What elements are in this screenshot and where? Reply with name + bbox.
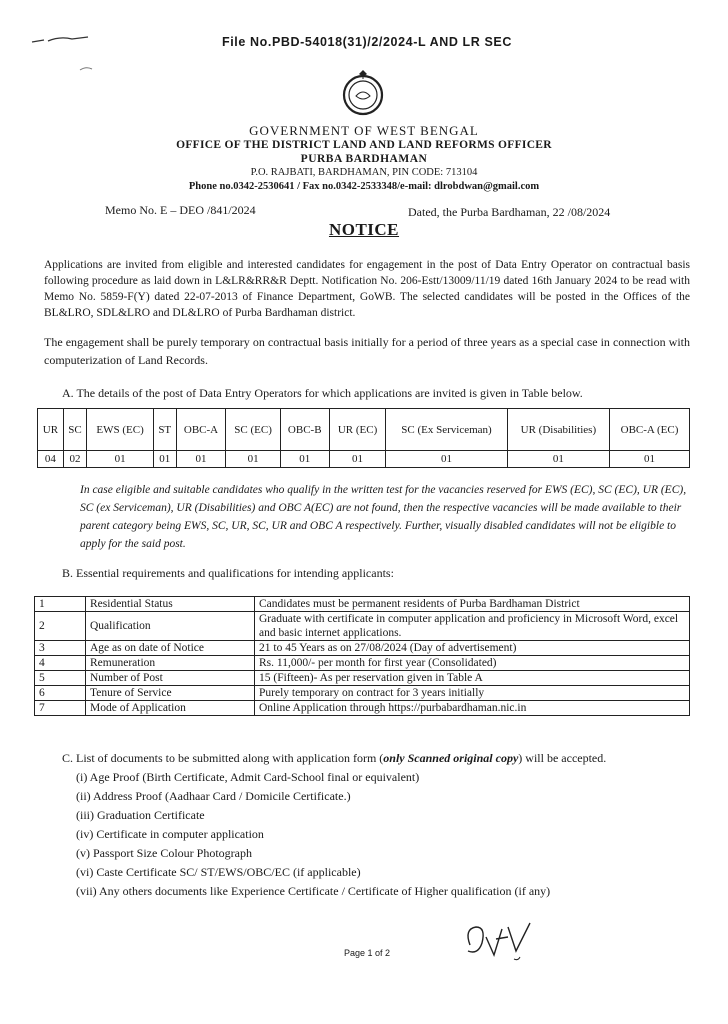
- vacancy-value-cell: 01: [87, 451, 154, 468]
- list-item: (i) Age Proof (Birth Certificate, Admit Card-School final or equivalent): [76, 770, 420, 784]
- header-address: P.O. RAJBATI, BARDHAMAN, PIN CODE: 713104: [250, 167, 478, 178]
- vacancy-header-cell: SC (EC): [226, 409, 280, 451]
- requirement-value: 21 to 45 Years as on 27/08/2024 (Day of advertisement): [255, 641, 690, 656]
- table-row: [35, 656, 690, 671]
- pen-mark-decoration: [78, 64, 94, 74]
- document-list: [76, 768, 550, 901]
- vacancy-header-cell: OBC-A: [176, 409, 226, 451]
- section-c-prefix: C. List of documents to be submitted along with application form (: [62, 751, 384, 765]
- list-item: (v) Passport Size Colour Photograph: [76, 846, 252, 860]
- requirement-value: Purely temporary on contract for 3 years initially: [255, 686, 690, 701]
- table-row: [35, 597, 690, 612]
- section-c-heading: [62, 750, 606, 766]
- requirement-label: Qualification: [86, 612, 255, 641]
- requirement-value: Online Application through https://purbabardhaman.nic.in: [255, 701, 690, 716]
- vacancy-header-cell: OBC-B: [280, 409, 329, 451]
- vacancy-value-cell: 01: [176, 451, 226, 468]
- file-number: File No.PBD-54018(31)/2/2024-L AND LR SEC: [222, 35, 512, 49]
- requirement-label: Mode of Application: [86, 701, 255, 716]
- requirement-value: Graduate with certificate in computer application and proficiency in Microsoft Word, excel and basic internet applications.: [255, 612, 690, 641]
- table-row: [35, 701, 690, 716]
- vacancy-value-row: [38, 451, 690, 468]
- vacancy-value-cell: 01: [329, 451, 386, 468]
- vacancy-header-cell: SC: [63, 409, 86, 451]
- row-number: 4: [35, 656, 86, 671]
- vacancy-header-row: [38, 409, 690, 451]
- table-row: [35, 612, 690, 641]
- row-number: 2: [35, 612, 86, 641]
- table-row: [35, 671, 690, 686]
- vacancy-value-cell: 01: [386, 451, 507, 468]
- vacancy-header-cell: ST: [153, 409, 176, 451]
- reservation-note: In case eligible and suitable candidates who qualify in the written test for the vacancies reserved for EWS (EC), SC (EC), UR (EC), SC (ex Serviceman), UR (Disabilities) and OBC A(EC) are not found, then the respective vacancies will be made available to their parent category being EWS, SC, UR, SC, UR and OBC A respectively. Further, visually disabled candidates will not be eligible to apply for the said post.: [80, 484, 687, 550]
- row-number: 1: [35, 597, 86, 612]
- list-item: (ii) Address Proof (Aadhaar Card / Domicile Certificate.): [76, 789, 351, 803]
- section-c-emphasis: only Scanned original copy: [383, 751, 519, 765]
- page-number: Page 1 of 2: [344, 948, 391, 958]
- vacancy-value-cell: 01: [153, 451, 176, 468]
- header-district: PURBA BARDHAMAN: [300, 153, 428, 165]
- memo-number: Memo No. E – DEO /841/2024: [105, 203, 256, 217]
- vacancy-value-cell: 01: [226, 451, 280, 468]
- vacancy-value-cell: 04: [38, 451, 64, 468]
- header-contact: Phone no.0342-2530641 / Fax no.0342-2533348/e-mail: dlrobdwan@gmail.com: [188, 181, 540, 192]
- requirement-label: Number of Post: [86, 671, 255, 686]
- row-number: 6: [35, 686, 86, 701]
- row-number: 5: [35, 671, 86, 686]
- section-b-heading: B. Essential requirements and qualifications for intending applicants:: [62, 566, 394, 580]
- vacancy-value-cell: 02: [63, 451, 86, 468]
- requirement-label: Tenure of Service: [86, 686, 255, 701]
- requirement-label: Age as on date of Notice: [86, 641, 255, 656]
- memo-date: Dated, the Purba Bardhaman, 22 /08/2024: [408, 205, 611, 219]
- list-item: (iii) Graduation Certificate: [76, 808, 205, 822]
- vacancy-header-cell: UR (EC): [329, 409, 386, 451]
- header-government: GOVERNMENT OF WEST BENGAL: [249, 123, 479, 138]
- notice-title: NOTICE: [328, 220, 400, 239]
- section-c-suffix: ) will be accepted.: [518, 751, 607, 765]
- requirement-value: 15 (Fifteen)- As per reservation given in Table A: [255, 671, 690, 686]
- engagement-paragraph: The engagement shall be purely temporary on contractual basis initially for a period of three years as a special case in connection with computerization of Land Records.: [44, 335, 690, 367]
- signature-icon: [460, 915, 550, 975]
- vacancy-table: [37, 408, 690, 468]
- table-row: [35, 641, 690, 656]
- vacancy-header-cell: UR: [38, 409, 64, 451]
- requirement-value: Rs. 11,000/- per month for first year (Consolidated): [255, 656, 690, 671]
- requirement-value: Candidates must be permanent residents of Purba Bardhaman District: [255, 597, 690, 612]
- vacancy-header-cell: OBC-A (EC): [610, 409, 690, 451]
- row-number: 7: [35, 701, 86, 716]
- section-a-heading: A. The details of the post of Data Entry Operators for which applications are invited is given in Table below.: [62, 386, 583, 400]
- vacancy-header-cell: SC (Ex Serviceman): [386, 409, 507, 451]
- vacancy-header-cell: UR (Disabilities): [507, 409, 609, 451]
- table-row: [35, 686, 690, 701]
- vacancy-value-cell: 01: [507, 451, 609, 468]
- vacancy-header-cell: EWS (EC): [87, 409, 154, 451]
- pen-mark-decoration: [30, 32, 92, 46]
- government-emblem-icon: [338, 68, 388, 118]
- vacancy-value-cell: 01: [610, 451, 690, 468]
- requirement-label: Remuneration: [86, 656, 255, 671]
- list-item: (vii) Any others documents like Experience Certificate / Certificate of Higher qualification (if any): [76, 884, 551, 898]
- intro-paragraph: Applications are invited from eligible and interested candidates for engagement in the post of Data Entry Operator on contractual basis following procedure as laid down in L&LR&RR&R Deptt. Notification No. 206-Estt/13009/11/19 dated 16th January 2024 to be read with Memo No. 5859-F(Y) dated 22-07-2013 of Finance Department, GoWB. The selected candidates will be posted in the Offices of the BL&LRO, SDL&LRO and DL&LRO of Purba Bardhaman district.: [44, 259, 690, 319]
- header-office: OFFICE OF THE DISTRICT LAND AND LAND REFORMS OFFICER: [176, 139, 552, 151]
- vacancy-value-cell: 01: [280, 451, 329, 468]
- list-item: (vi) Caste Certificate SC/ ST/EWS/OBC/EC (if applicable): [76, 865, 361, 879]
- row-number: 3: [35, 641, 86, 656]
- requirements-table: [34, 596, 690, 716]
- requirement-label: Residential Status: [86, 597, 255, 612]
- list-item: (iv) Certificate in computer application: [76, 827, 264, 841]
